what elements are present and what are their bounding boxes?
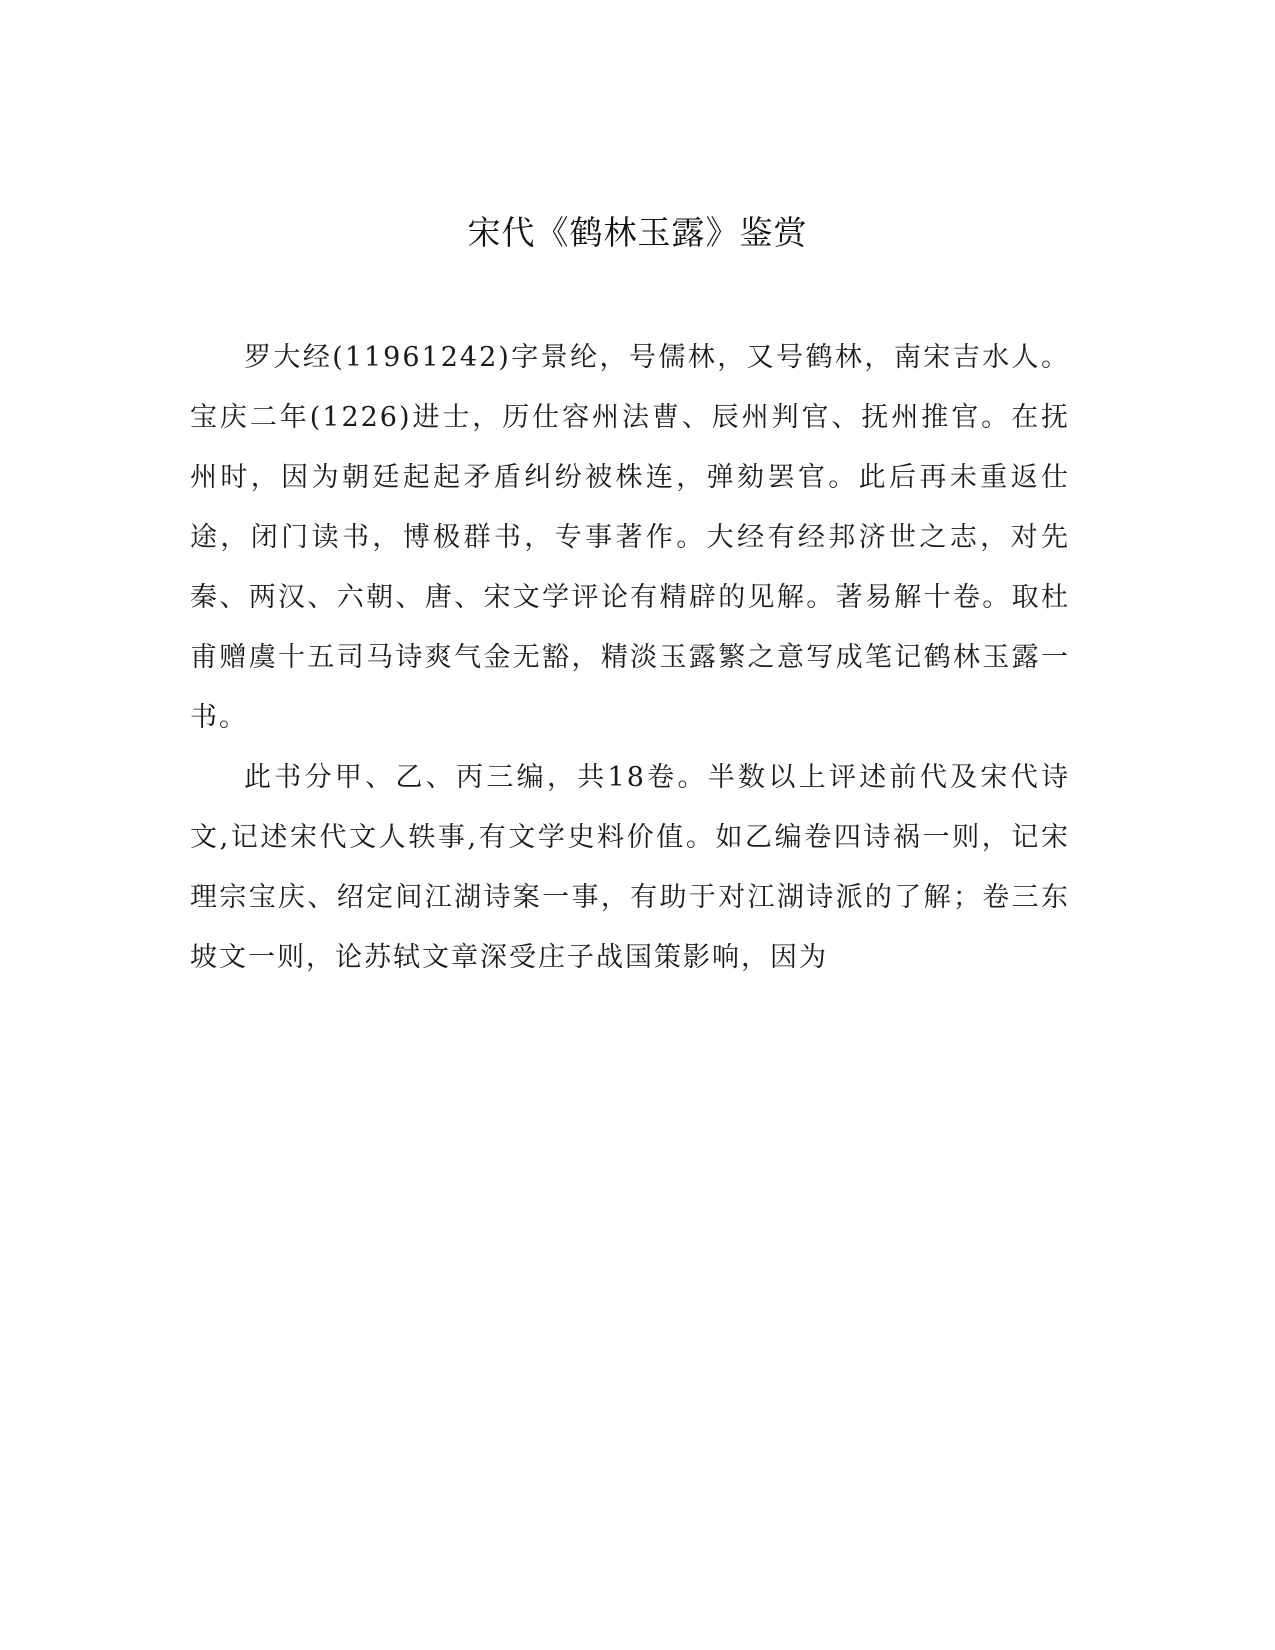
paragraph-1: 罗大经(11961242)字景纶，号儒林，又号鹤林，南宋吉水人。宝庆二年(1226)进士，历仕容州法曹、辰州判官、抚州推官。在抚州时，因为朝廷起起矛盾纠纷被株连，弹劾罢官。此后再未重返仕途，闭门读书，博极群书，专事著作。大经有经邦济世之志，对先秦、两汉、六朝、唐、宋文学评论有精辟的见解。著易解十卷。取杜甫赠虞十五司马诗爽气金无豁，精淡玉露繁之意写成笔记鹤林玉露一书。 [190,342,1070,733]
page-title: 宋代《鹤林玉露》鉴赏 [467,213,808,252]
document-body [190,328,1070,988]
paragraph-2: 此书分甲、乙、丙三编，共18卷。半数以上评述前代及宋代诗文,记述宋代文人轶事,有文学史料价值。如乙编卷四诗祸一则，记宋理宗宝庆、绍定间江湖诗案一事，有助于对江湖诗派的了解；卷三东坡文一则，论苏轼文章深受庄子战国策影响，因为 [190,762,1070,973]
